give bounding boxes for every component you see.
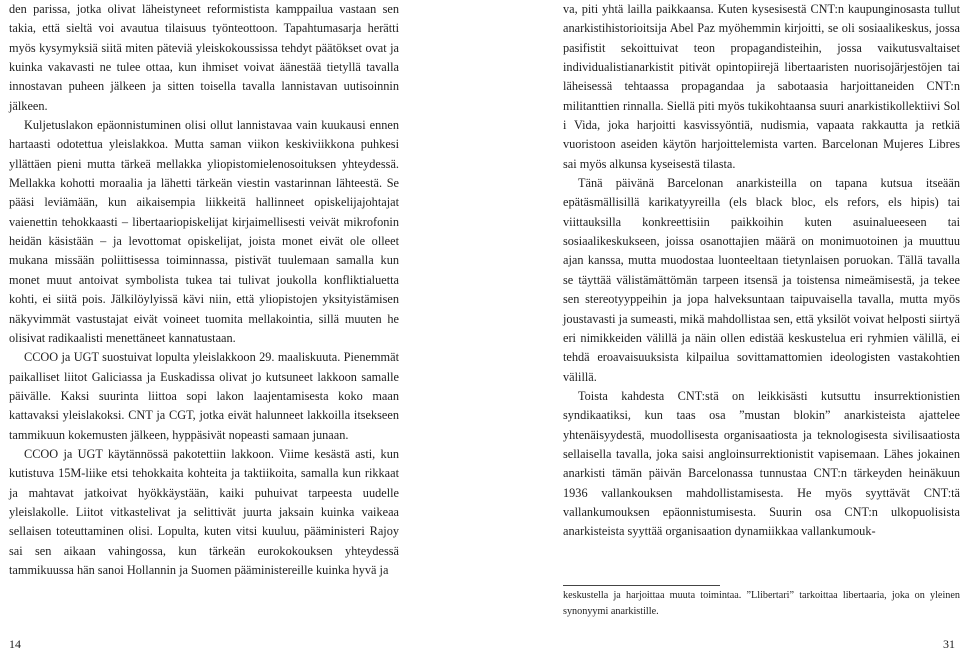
- paragraph: CCOO ja UGT käytännössä pakotettiin lakkoon. Viime kesästä asti, kun kutistuva 15M-liike etsi tehokkaita kohteita ja taktiikoita, samalla kun rikkaat ja mahtavat jatkoivat hyökkäystään, kaiki puhuivat tarpeesta uudelle yleislakolle. Liitot vitkastelivat ja selittivät juurta jaksain kuinka vaikeaa sellaisen toteuttaminen olisi. Lopulta, kuten vitsi kuuluu, pääministeri Rajoy sai sen aikaan vahingossa, kun tärkeän eurokokouksen yhteydessä tammikuussa hän sanoi Hollannin ja Suomen pääministereille kuinka hyvä ja: [9, 446, 399, 577]
- paragraph: Toista kahdesta CNT:stä on leikkisästi kutsuttu insurrektionistien syndikaatiksi, kun taas osa ”mustan blokin” anarkisteista ajattelee yhtenäisyydestä, muodollisesta organisaatiosta ja teknologisesta sivilisaatiosta sellaisella tavalla, joka saisi angloinsurrektionistit vapisemaan. Lähes jokainen anarkisti tämän päivän Barcelonassa tunnustaa CNT:n tärkeyden heinäkuun 1936 vallankouksen mahdollistamisesta. He myös syyttävät CNT:tä vallankumouksen epäonnistumisesta. Suurin osa CNT:n ulkopuolisista anarkisteista syyttää organisaation dynamiikkaa vallankumouk-: [563, 388, 960, 539]
- paragraph: den parissa, jotka olivat läheistyneet reformistista kamppailua vastaan sen takia, että sieltä voi avautua tilaisuus työnteottoon. Tapahtumasarja herätti myös kysymyksiä siitä miten päteviä yleiskokoussissa tehdyt päätökset ovat ja kuinka vakavasti ne tulee ottaa, kun ihmiset voivat äänestää tietyllä tavalla innostavan puheen jälkeen ja sitten toisella tavalla lannistavan uutisoinnin jälkeen.: [9, 2, 399, 113]
- paragraph: Kuljetuslakon epäonnistuminen olisi ollut lannistavaa vain kuukausi ennen hartaasti odotettua yleislakkoa. Mutta saman viikon keskiviikkona puhkesi yllättäen pieni mutta tärkeä mellakka yliopistomielenosoituksen yhteydessä. Mellakka kohotti moraalia ja lähetti tärkeän viestin vastarinnan lähteestä. Se pääsi leviämään, kun aikaisempia liikkeitä hallinneet opiskelijajohtajat vaienettin tehokkaasti – libertaariopiskelijat kirjaimellisesti veivät mikrofonin heidän käsistään – ja levottomat opiskelijat, joista monet eivät ole olleet mukana missään poliittisessa toiminnassa, pistivät tuulemaan samalla kun monet muut antoivat symbolista tukea tai tulivat joukolla konfliktialuetta kohti, ei siitä pois. Jälkilöylyissä kävi niin, että yliopistojen yksityistämisen näkyvimmät vastustajat eivät voineet tuomita mellakointia, sillä muuten he olisivat radikaalisti menettäneet kannatustaan.: [9, 118, 399, 345]
- paragraph: CCOO ja UGT suostuivat lopulta yleislakkoon 29. maaliskuuta. Pienemmät paikalliset liitot Galiciassa ja Euskadissa olivat jo kutsuneet lakkoon samalle päivälle. Kaksi suurinta liittoa sopi lakon laajentamisesta koko maan kattavaksi yleislakoksi. CNT ja CGT, jotka eivät halunneet lakkoilla itsekseen tammikuun kokemusten jälkeen, hyppäsivät nopeasti samaan junaan.: [9, 350, 399, 442]
- footnote: keskustella ja harjoittaa muuta toimintaa. ”Llibertari” tarkoittaa libertaaria, joka on yleinen synonyymi anarkistille.: [563, 590, 960, 617]
- left-page-column: [9, 0, 399, 580]
- paragraph: va, piti yhtä lailla paikkaansa. Kuten kysesisestä CNT:n kaupunginosasta tullut anarkistihistorioitsija Abel Paz myöhemmin kirjoitti, se oli sosiaalikeskus, jossa pasifistit sekoittuivat teon propagandisteihin, jossa vaikutusvaltaiset individualistianarkistit pitivät opintopiirejä libertaaristen nuorisojärjestöjen tai läheisessä tehtaassa propagandaa ja sabotaasia harjoittaneiden CNT:n militanttien rinnalla. Siellä piti myös tukikohtaansa suuri anarkistikollektiivi Sol i Vida, joka harjoitti kasvissyöntiä, nudismia, vapaata rakkautta ja retkiä vuoristoon aseiden käytön harjoittelemista varten. Barcelonan Mujeres Libres sai myös alkunsa kyseisestä tilasta.: [563, 2, 960, 171]
- page-number-right: 31: [943, 637, 955, 651]
- page-number-left: 14: [9, 637, 21, 651]
- right-page-column: [563, 0, 960, 542]
- footnote-divider: [563, 585, 720, 586]
- paragraph: Tänä päivänä Barcelonan anarkisteilla on tapana kutsua itseään epätäsmällisillä karikatyyreilla (els black bloc, els refors, els hipis) tai viittauksilla konkreettisiin paikkoihin kuten asuinalueeseen tai sosiaalikeskukseen, joissa osanottajien määrä on monimuotoinen ja muuttuu ajan kanssa, mutta muodostaa luonteeltaan tietynlaisen poruokan. Tällä tavalla se täyttää välistämättömän tarpeen itsensä ja toistensa nimeämisestä, ja tekee sen stereotyyppeihin ja jopa halveksuntaan taipuvaisella tavalla, mutta myös joustavasti ja sumeasti, mikä mahdollistaa sen, että yksilöt voivat helposti siirtyä eri nimikkeiden välillä ja näin ollen edistää keskustelua eri ryhmien välillä, ei tehdä eroavaisuuksista kilpailua sovittamattomien ideologisten vastakohtien välillä.: [563, 176, 960, 384]
